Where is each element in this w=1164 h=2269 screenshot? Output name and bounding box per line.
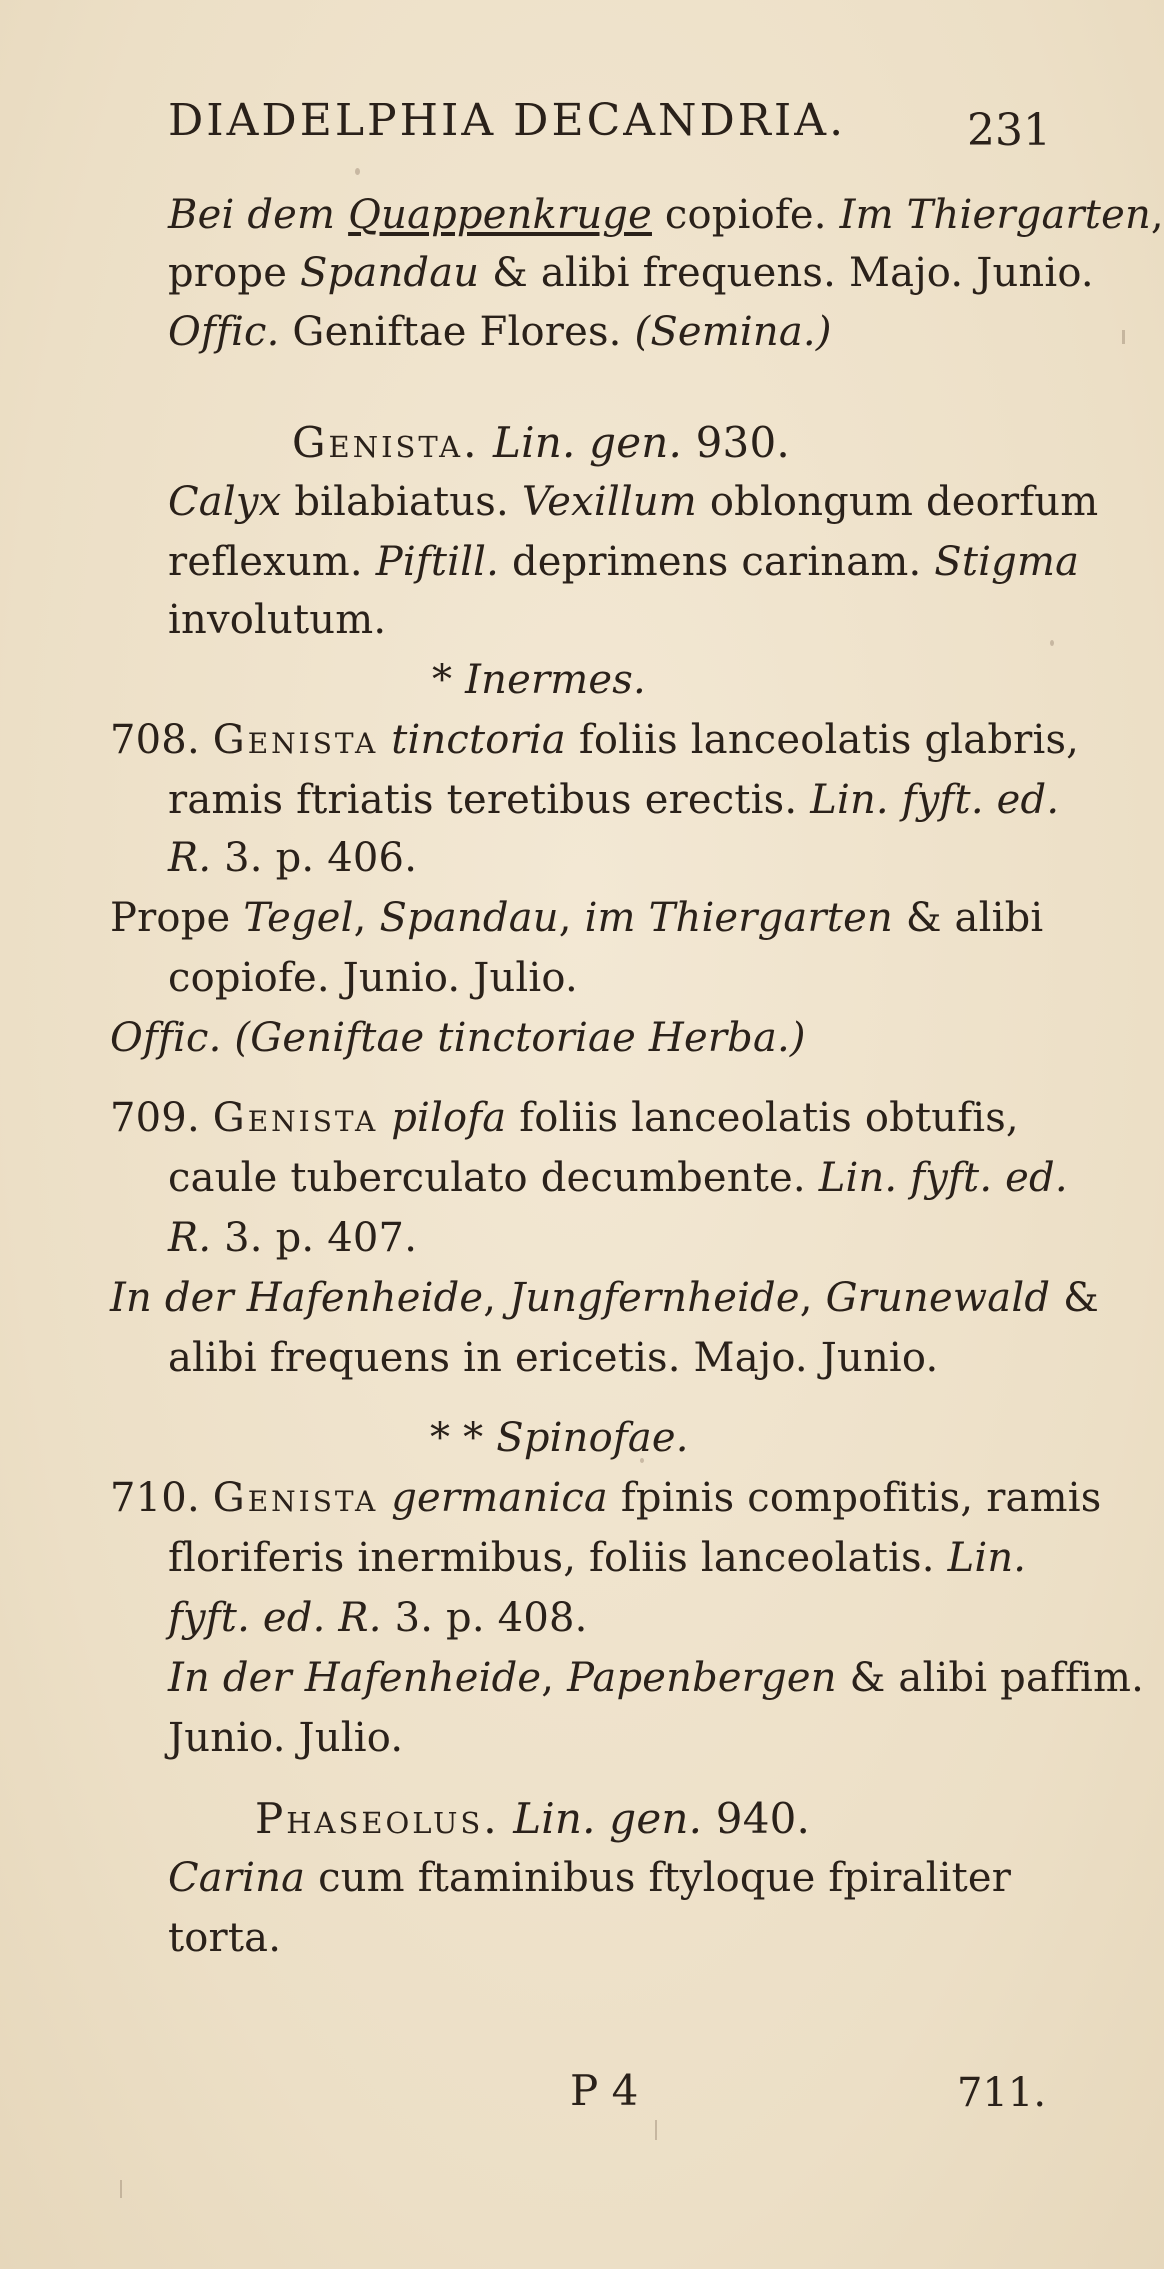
text-segment: Lin.: [947, 1535, 1027, 1581]
text-segment: reflexum.: [168, 539, 376, 585]
text-line-2: [168, 250, 1094, 296]
text-segment: (Semina.): [634, 309, 832, 355]
signature-mark: P 4: [570, 2066, 639, 2115]
text-line-5: [168, 479, 1099, 525]
text-segment: ramis ftriatis teretibus erectis.: [168, 777, 811, 823]
text-segment: [378, 717, 391, 763]
text-segment: R.: [168, 1215, 212, 1261]
text-segment: * *: [430, 1415, 497, 1461]
genus-heading-phaseolus: [255, 1794, 811, 1843]
text-segment: copiofe.: [651, 192, 840, 238]
text-segment: ,: [1150, 192, 1164, 238]
text-segment: In der Hafenheide: [110, 1275, 484, 1321]
species-709-line-4: [110, 1275, 1099, 1321]
text-segment: copiofe. Junio. Julio.: [168, 955, 578, 1001]
paper-speck: [655, 2120, 657, 2140]
text-segment: Tegel: [243, 895, 354, 941]
text-segment: Stigma: [934, 539, 1080, 585]
text-segment: 710.: [110, 1475, 213, 1521]
text-segment: Piftill.: [375, 539, 500, 585]
text-segment: & alibi: [892, 895, 1044, 941]
text-segment: Lin. fyft. ed.: [810, 777, 1060, 823]
text-segment: 709.: [110, 1095, 213, 1141]
text-segment: im Thiergarten: [584, 895, 893, 941]
text-segment: Offic.: [168, 309, 280, 355]
text-line-28: [168, 1915, 282, 1961]
text-segment: Genista: [212, 1095, 379, 1141]
paper-speck: [1122, 330, 1125, 344]
text-line-27: [168, 1855, 1012, 1901]
genus-heading-genista: [292, 418, 790, 467]
running-title: DIADELPHIA DECANDRIA.: [168, 95, 847, 146]
text-segment: [479, 418, 493, 467]
text-segment: Genista.: [292, 418, 480, 467]
text-segment: prope: [168, 250, 301, 296]
text-segment: [378, 1095, 391, 1141]
text-segment: floriferis inermibus, foliis lanceolatis.: [168, 1535, 948, 1581]
text-segment: ,: [799, 1275, 826, 1321]
species-708-line-2: [168, 777, 1060, 823]
species-709-line-3: [168, 1215, 418, 1261]
paper-speck: [355, 168, 360, 175]
section-heading-spinosae: [430, 1415, 689, 1461]
species-710-line-4: [168, 1655, 1145, 1701]
text-segment: *: [432, 657, 466, 703]
paper-speck: [1050, 640, 1054, 646]
text-segment: torta.: [168, 1915, 282, 1961]
text-segment: tinctoria: [391, 717, 566, 763]
text-segment: germanica: [391, 1475, 608, 1521]
text-segment: [500, 1794, 514, 1843]
text-segment: R.: [168, 835, 212, 881]
text-segment: Vexillum: [521, 479, 697, 525]
species-710-line-2: [168, 1535, 1027, 1581]
text-line-1: [168, 192, 1164, 238]
text-segment: Geniftae Flores.: [279, 309, 635, 355]
text-segment: Lin. gen.: [493, 418, 683, 467]
text-segment: Lin. gen.: [513, 1794, 703, 1843]
species-708-line-1: [110, 717, 1080, 763]
text-segment: 3. p. 407.: [211, 1215, 418, 1261]
species-709-line-2: [168, 1155, 1068, 1201]
text-segment: deprimens carinam.: [499, 539, 935, 585]
text-segment: pilofa: [391, 1095, 507, 1141]
species-710-line-5: [168, 1715, 404, 1761]
text-segment: foliis lanceolatis obtufis,: [506, 1095, 1019, 1141]
text-segment: Inermes.: [465, 657, 646, 703]
text-segment: 930.: [682, 418, 790, 467]
paper-speck: [120, 2180, 122, 2198]
text-segment: & alibi frequens. Majo. Junio.: [479, 250, 1094, 296]
species-709-line-5: [168, 1335, 939, 1381]
text-segment: caule tuberculato decumbente.: [168, 1155, 819, 1201]
text-line-3: [168, 309, 832, 355]
text-segment: ,: [353, 895, 380, 941]
text-segment: Spinofae.: [496, 1415, 689, 1461]
text-segment: Calyx: [168, 479, 282, 525]
text-segment: Quappenkruge: [348, 192, 652, 238]
text-segment: alibi frequens in ericetis. Majo. Junio.: [168, 1335, 939, 1381]
text-segment: Grunewald: [825, 1275, 1051, 1321]
text-segment: ,: [483, 1275, 510, 1321]
text-segment: Lin. fyft. ed.: [818, 1155, 1068, 1201]
text-segment: oblongum deorfum: [696, 479, 1099, 525]
text-line-6: [168, 539, 1080, 585]
text-segment: 708.: [110, 717, 213, 763]
text-segment: Im Thiergarten: [839, 192, 1151, 238]
text-segment: In der Hafenheide: [168, 1655, 542, 1701]
section-heading-inermes: [432, 657, 646, 703]
text-segment: 3. p. 408.: [381, 1595, 588, 1641]
species-708-line-3: [168, 835, 418, 881]
text-segment: Junio. Julio.: [168, 1715, 404, 1761]
text-segment: Jungfernheide: [509, 1275, 800, 1321]
text-segment: Genista: [212, 717, 379, 763]
species-710-line-1: [110, 1475, 1102, 1521]
text-segment: Prope: [110, 895, 244, 941]
species-708-line-5: [168, 955, 578, 1001]
text-segment: Offic. (Geniftae tinctoriae Herba.): [110, 1015, 806, 1061]
text-line-7: [168, 597, 387, 643]
text-segment: foliis lanceolatis glabris,: [565, 717, 1080, 763]
species-709-line-1: [110, 1095, 1019, 1141]
text-segment: Bei dem: [168, 192, 349, 238]
paper-speck: [640, 1458, 644, 1463]
text-segment: &: [1050, 1275, 1099, 1321]
text-segment: Phaseolus.: [255, 1794, 500, 1843]
catchword: 711.: [957, 2070, 1047, 2116]
species-708-line-4: [110, 895, 1044, 941]
species-708-line-6: [110, 1015, 806, 1061]
text-segment: 3. p. 406.: [211, 835, 418, 881]
text-segment: fyft. ed. R.: [168, 1595, 382, 1641]
text-segment: bilabiatus.: [281, 479, 522, 525]
text-segment: Papenbergen: [567, 1655, 837, 1701]
text-segment: ,: [541, 1655, 568, 1701]
text-segment: Spandau: [300, 250, 480, 296]
text-segment: Genista: [212, 1475, 379, 1521]
species-710-line-3: [168, 1595, 588, 1641]
text-segment: involutum.: [168, 597, 387, 643]
text-segment: 940.: [702, 1794, 811, 1843]
text-segment: & alibi paffim.: [836, 1655, 1145, 1701]
page-number: 231: [967, 105, 1051, 156]
text-segment: cum ftaminibus ftyloque fpiraliter: [305, 1855, 1012, 1901]
text-segment: Spandau: [379, 895, 559, 941]
text-segment: ,: [558, 895, 585, 941]
text-segment: fpinis compofitis, ramis: [607, 1475, 1102, 1521]
text-segment: Carina: [168, 1855, 306, 1901]
text-segment: [378, 1475, 391, 1521]
